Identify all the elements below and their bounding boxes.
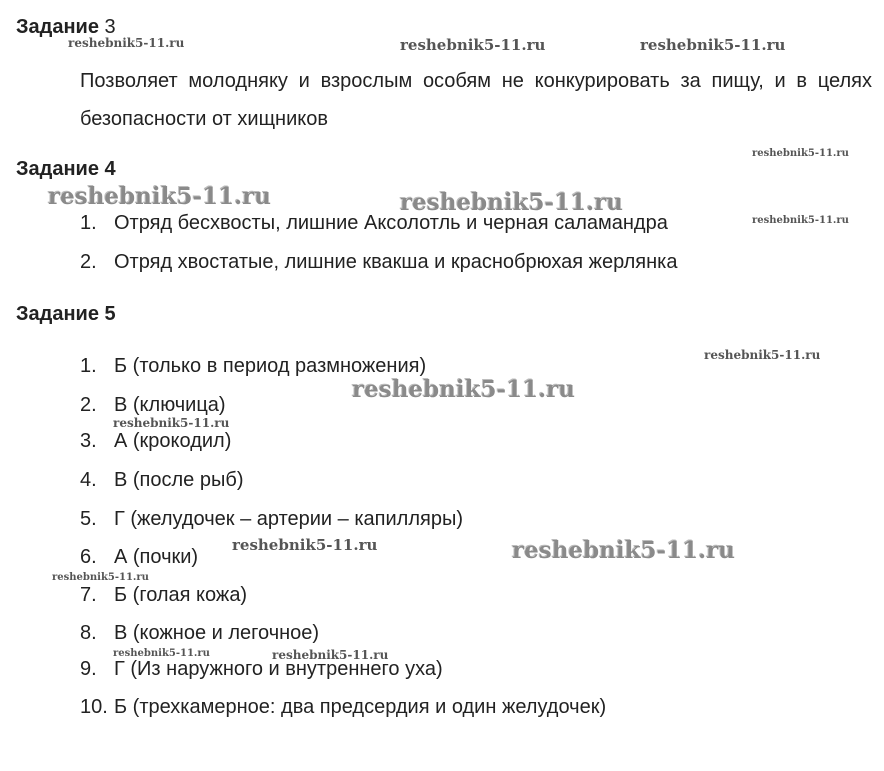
watermark: reshebnik5-11.ru (48, 183, 271, 210)
task5-item-text: Г (Из наружного и внутреннего уха) (114, 658, 443, 680)
task4-item (80, 250, 677, 274)
watermark: reshebnik5-11.ru (272, 648, 389, 662)
task5-item-number: 4. (80, 469, 97, 491)
watermark: reshebnik5-11.ru (52, 572, 149, 583)
task5-item (80, 393, 226, 417)
task4-item-text: Отряд бесхвосты, лишние Аксолотль и черная саламандра (114, 212, 668, 234)
watermark: reshebnik5-11.ru (640, 36, 786, 54)
task5-item-text: В (ключица) (114, 394, 226, 416)
watermark: reshebnik5-11.ru (232, 536, 378, 554)
task4-heading (16, 158, 116, 180)
task4-item-text: Отряд хвостатые, лишние квакша и краснобрюхая жерлянка (114, 251, 678, 273)
task5-item-number: 10. (80, 696, 108, 718)
task5-item-number: 1. (80, 355, 97, 377)
task3-heading-label: Задание (16, 16, 99, 38)
watermark: reshebnik5-11.ru (704, 348, 821, 362)
watermark: reshebnik5-11.ru (752, 148, 849, 159)
task5-item-number: 9. (80, 658, 97, 680)
task3-heading (16, 16, 116, 38)
task5-item-text: Б (трехкамерное: два предсердия и один желудочек) (114, 696, 607, 718)
watermark: reshebnik5-11.ru (113, 416, 230, 430)
watermark: reshebnik5-11.ru (752, 215, 849, 226)
task5-item (80, 695, 606, 719)
watermark: reshebnik5-11.ru (400, 189, 623, 216)
task5-item-number: 8. (80, 622, 97, 644)
task5-item (80, 354, 426, 378)
task5-item-text: А (крокодил) (114, 430, 232, 452)
task4-item-number: 1. (80, 212, 97, 234)
task5-item-text: Г (желудочек – артерии – капилляры) (114, 508, 463, 530)
watermark: reshebnik5-11.ru (113, 648, 210, 659)
task5-item-number: 7. (80, 584, 97, 606)
watermark: reshebnik5-11.ru (352, 376, 575, 403)
task3-heading-number: 3 (98, 16, 116, 38)
task5-item (80, 507, 463, 531)
task5-item-text: В (после рыб) (114, 469, 244, 491)
task5-item-number: 2. (80, 394, 97, 416)
task5-item-text: Б (только в период размножения) (114, 355, 427, 377)
task4-heading-label: Задание 4 (16, 158, 116, 180)
task4-item-number: 2. (80, 251, 97, 273)
watermark: reshebnik5-11.ru (400, 36, 546, 54)
task5-item-text: А (почки) (114, 546, 199, 568)
task5-item (80, 621, 319, 645)
task5-item-number: 3. (80, 430, 97, 452)
task5-item-number: 5. (80, 508, 97, 530)
watermark: reshebnik5-11.ru (512, 537, 735, 564)
task5-item-text: Б (голая кожа) (114, 584, 248, 606)
task5-heading-label: Задание 5 (16, 303, 116, 325)
task3-answer: Позволяет молодняку и взрослым особям не конкурировать за пищу, и в целях безопасности от хищников (80, 70, 872, 130)
task5-item (80, 545, 198, 569)
task5-heading (16, 303, 116, 325)
task5-item (80, 429, 231, 453)
task5-item (80, 468, 243, 492)
task5-item (80, 583, 247, 607)
task5-item-number: 6. (80, 546, 97, 568)
task5-item-text: В (кожное и легочное) (114, 622, 320, 644)
watermark: reshebnik5-11.ru (68, 36, 185, 50)
